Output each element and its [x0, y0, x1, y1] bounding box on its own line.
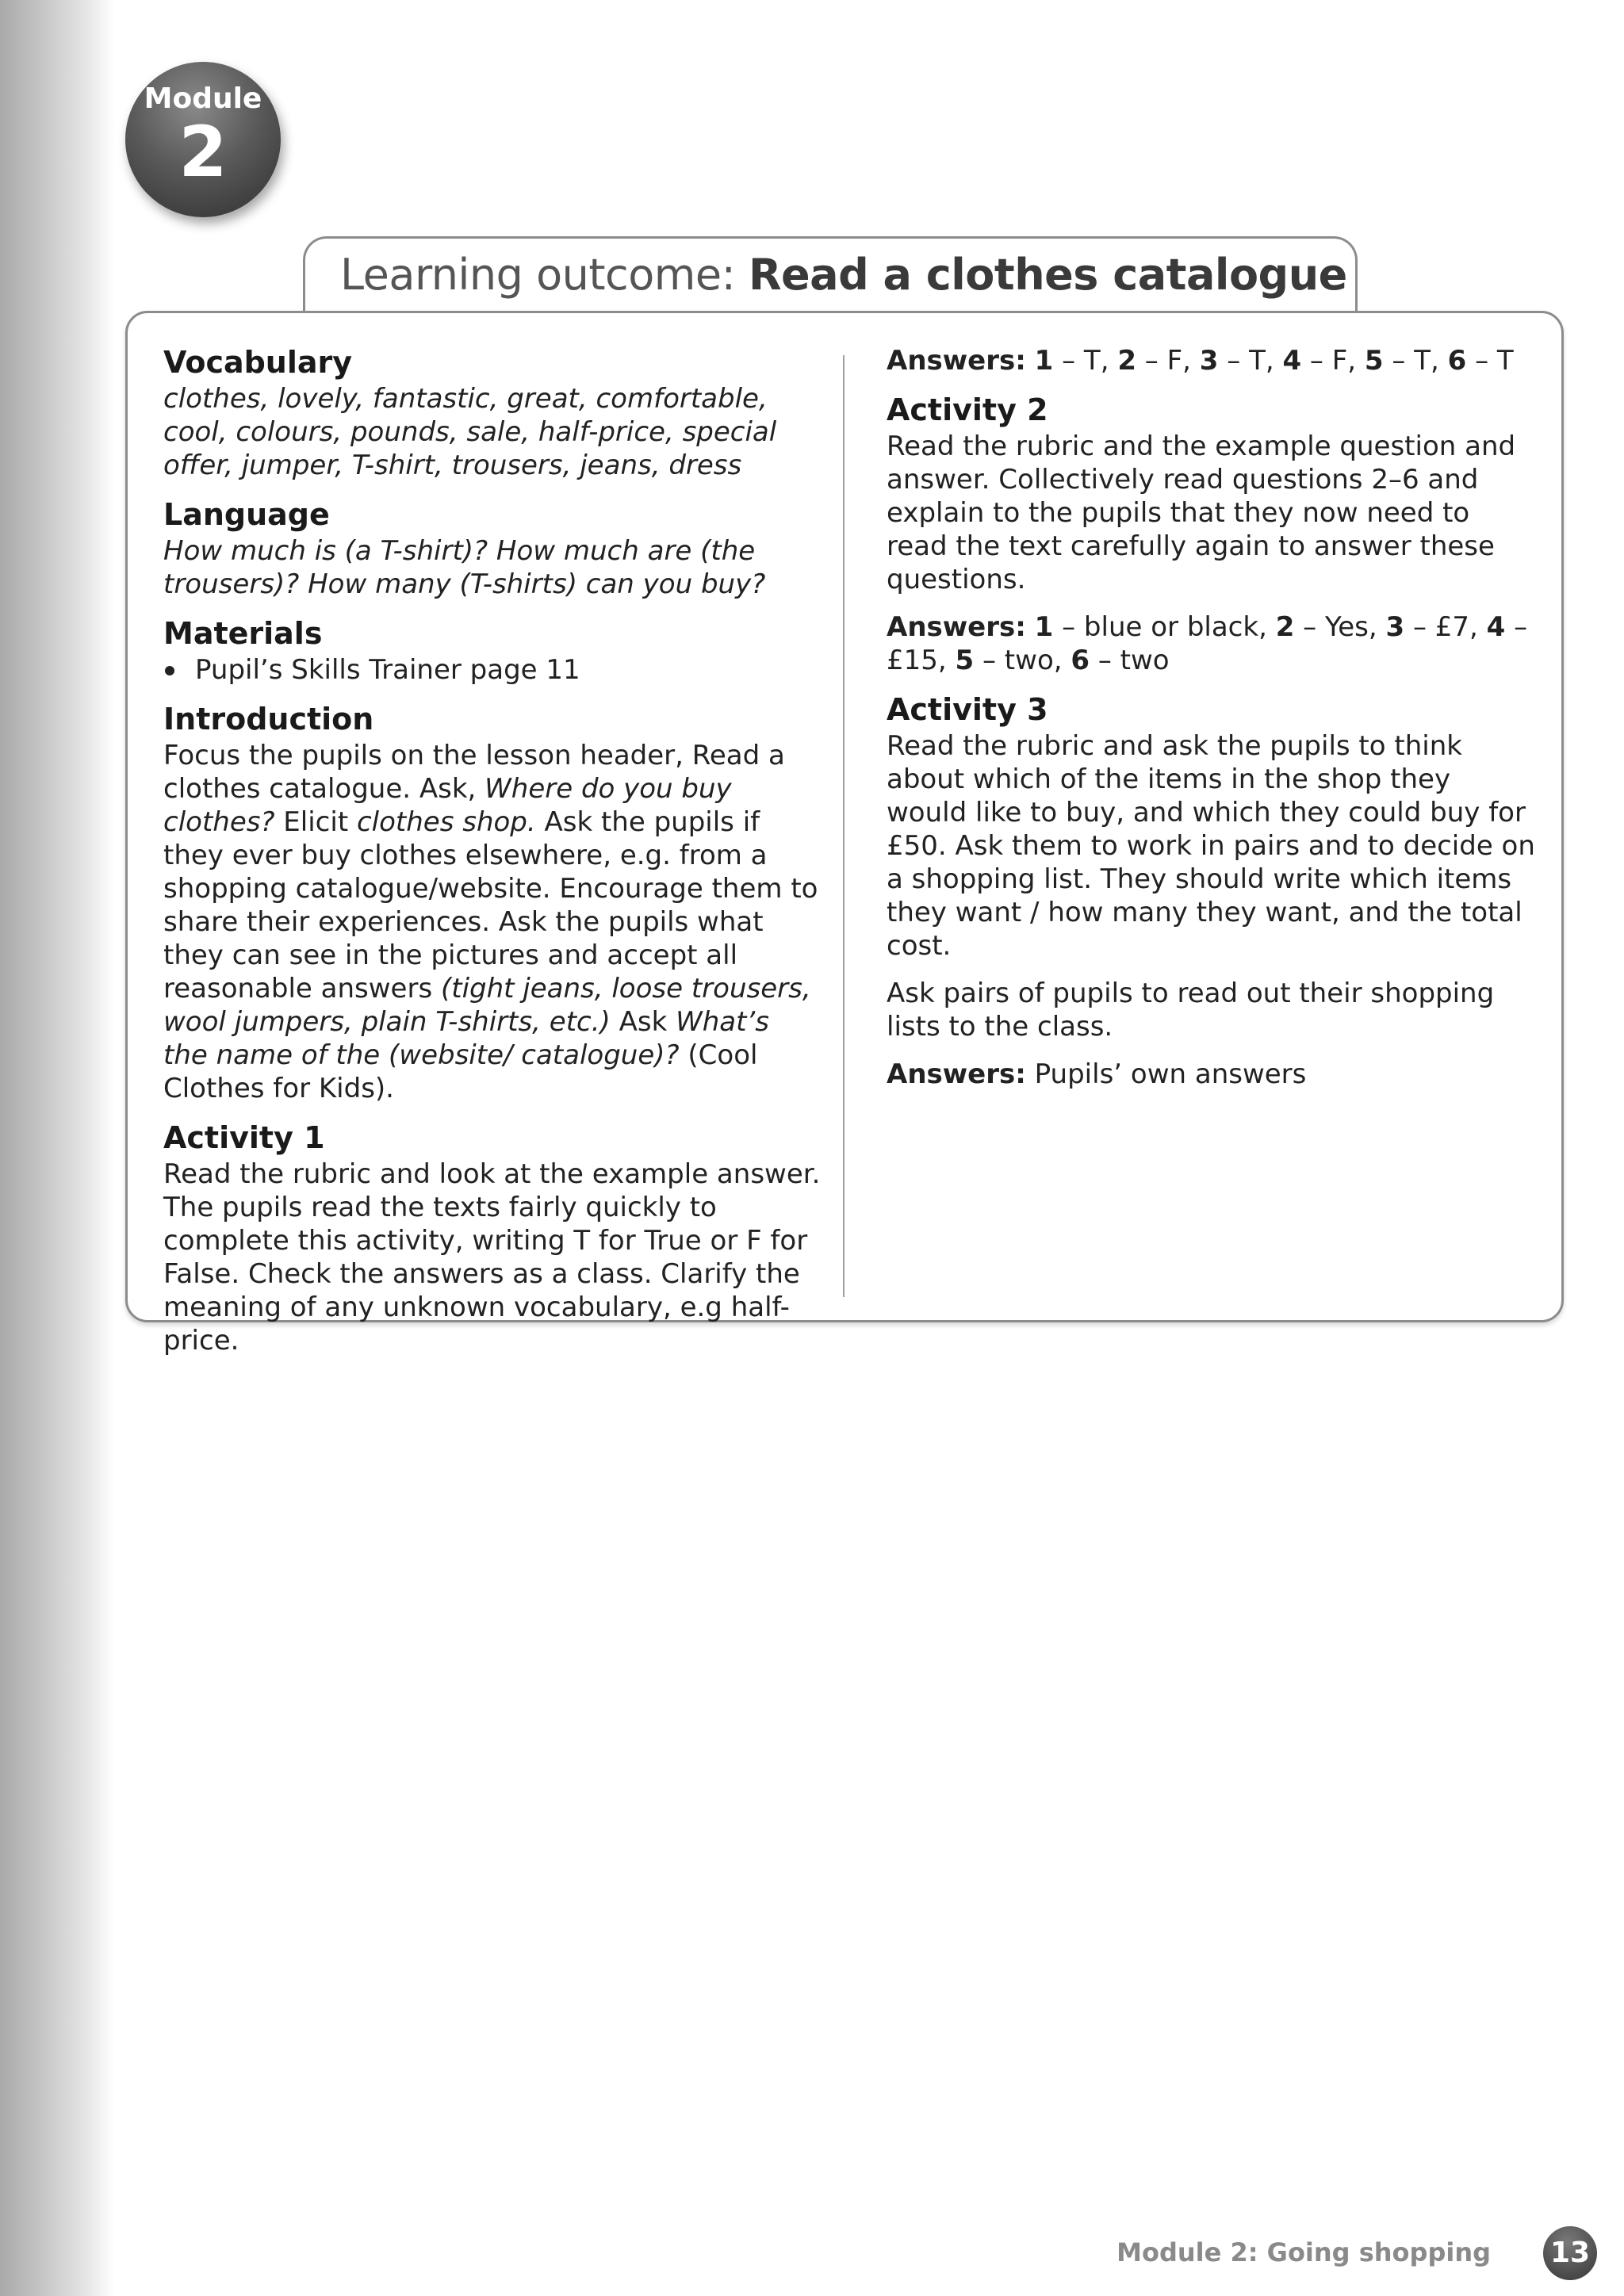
intro-italic-3: (tight jeans, loose trousers, wool jumpers, plain T-shirts, etc.) — [163, 973, 811, 1038]
answer-value: – two — [1090, 645, 1170, 676]
materials-list — [163, 653, 822, 687]
activity3-text-2: Ask pairs of pupils to read out their shopping lists to the class. — [887, 978, 1495, 1043]
intro-italic-2: clothes shop. — [356, 806, 536, 838]
activity2-heading: Activity 2 — [887, 392, 1048, 427]
answer-value: – F, — [1301, 345, 1365, 377]
answer-value: – £15, — [887, 611, 1528, 676]
intro-text-3: Ask the pupils if they ever buy clothes elsewhere, e.g. from a shopping catalogue/website. Encourage them to share their experiences. Ask the pupils what they can see in the pictures and accept all reasonable answers — [163, 806, 818, 1004]
answer-number: 3 — [1199, 345, 1219, 377]
intro-italic-1: Where do you buy clothes? — [163, 773, 732, 838]
language-heading: Language — [163, 497, 330, 532]
footer-section-title: Module 2: Going shopping — [1116, 2237, 1491, 2267]
right-column — [887, 344, 1537, 1105]
intro-text-2: Elicit — [274, 806, 357, 838]
answer-number: 2 — [1275, 611, 1295, 643]
materials-item: Pupil’s Skills Trainer page 11 — [163, 653, 822, 687]
answer-value: – two, — [974, 645, 1071, 676]
activity1-heading: Activity 1 — [163, 1120, 325, 1155]
intro-text-4: Ask — [610, 1006, 676, 1038]
module-badge — [125, 62, 281, 217]
intro-italic-4: What’s the name of the (website/ catalogue)? — [163, 1006, 769, 1071]
answer-number: 4 — [1282, 345, 1302, 377]
answers-label: Answers: — [887, 1058, 1026, 1090]
answer-value: – T, — [1053, 345, 1118, 377]
activity3-text: Read the rubric and ask the pupils to think about which of the items in the shop they would like to buy, and which they could buy for £50. Ask them to work in pairs and to decide on a shopping list. They should write which items they want / how many they want, and the total cost. — [887, 730, 1535, 962]
title-bold: Read a clothes catalogue — [748, 250, 1347, 300]
activity3-heading: Activity 3 — [887, 692, 1048, 727]
activity1-text: Read the rubric and look at the example answer. The pupils read the texts fairly quickly to complete this activity, writing T for True or F for False. Check the answers as a class. Clarify the meaning of any unknown vocabulary, e.g half-price. — [163, 1158, 821, 1357]
page-title — [340, 250, 1347, 300]
answers3-text: Pupils’ own answers — [1025, 1058, 1307, 1090]
left-column — [163, 344, 822, 1372]
introduction-text — [163, 739, 822, 1105]
answer-value: – blue or black, — [1053, 611, 1276, 643]
vocabulary-heading: Vocabulary — [163, 345, 353, 380]
answer-number: 4 — [1486, 611, 1506, 643]
intro-text-1: Focus the pupils on the lesson header, Read a clothes catalogue. Ask, — [163, 740, 785, 805]
answer-value: – T, — [1383, 345, 1448, 377]
answer-number: 6 — [1447, 345, 1467, 377]
answer-value: – T — [1466, 345, 1514, 377]
answer-value: – Yes, — [1294, 611, 1386, 643]
answer-number: 1 — [1034, 345, 1054, 377]
materials-heading: Materials — [163, 616, 323, 651]
answer-value: – £7, — [1404, 611, 1487, 643]
intro-text-5: (Cool Clothes for Kids). — [163, 1039, 758, 1104]
answer-number: 5 — [1364, 345, 1384, 377]
language-text: How much is (a T-shirt)? How much are (the trousers)? How many (T-shirts) can you buy? — [163, 535, 766, 600]
answer-number: 1 — [1034, 611, 1054, 643]
answers-label: Answers: — [887, 345, 1026, 377]
answer-number: 3 — [1385, 611, 1405, 643]
answer-value: – F, — [1136, 345, 1200, 377]
answer-value: – T, — [1218, 345, 1283, 377]
activity2-answers — [887, 610, 1537, 677]
page-number-badge: 13 — [1543, 2226, 1597, 2280]
activity1-answers — [887, 344, 1537, 377]
answer-number: 6 — [1071, 645, 1090, 676]
column-divider — [843, 355, 845, 1297]
side-gradient-strip — [0, 0, 115, 2296]
activity2-text: Read the rubric and the example question and answer. Collectively read questions 2–6 and explain to the pupils that they now need to read the text carefully again to answer these questions. — [887, 430, 1516, 595]
vocabulary-text: clothes, lovely, fantastic, great, comfortable, cool, colours, pounds, sale, half-price, special offer, jumper, T-shirt, trousers, jeans, dress — [163, 383, 777, 481]
activity3-answers — [887, 1058, 1537, 1091]
introduction-heading: Introduction — [163, 702, 374, 737]
answer-number: 2 — [1117, 345, 1136, 377]
answer-number: 5 — [955, 645, 975, 676]
module-label: Module — [144, 82, 262, 115]
module-number: 2 — [178, 111, 228, 193]
answers-label: Answers: — [887, 611, 1026, 643]
title-prefix: Learning outcome: — [340, 250, 749, 300]
learning-outcome-header — [303, 236, 1358, 311]
